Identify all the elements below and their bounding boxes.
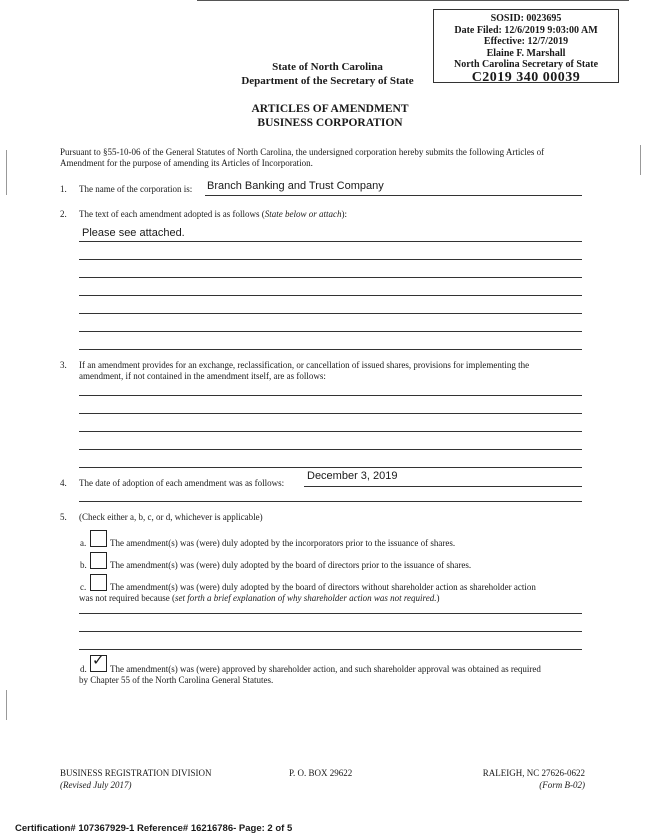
amendment-line-7 bbox=[79, 349, 582, 350]
item-3-line-1: If an amendment provides for an exchange, reclassification, or cancellation of issued shares, provisions for implementing the bbox=[79, 360, 530, 370]
option-a-text: The amendment(s) was (were) duly adopted by the incorporators prior to the issuance of shares. bbox=[110, 538, 456, 548]
footer-pobox: P. O. BOX 29622 bbox=[289, 768, 353, 778]
option-d-line-2: by Chapter 55 of the North Carolina General Statutes. bbox=[79, 675, 274, 685]
footer-form: (Form B-02) bbox=[539, 780, 585, 790]
corporation-name-value[interactable]: Branch Banking and Trust Company bbox=[207, 180, 384, 192]
explanation-line-1 bbox=[79, 613, 582, 614]
scan-mark-right bbox=[640, 145, 641, 175]
explanation-line-2 bbox=[79, 631, 582, 632]
amendment-line-1 bbox=[79, 241, 582, 242]
document-title bbox=[180, 102, 480, 130]
footer-city: RALEIGH, NC 27626-0622 bbox=[482, 768, 585, 778]
item-1-label: The name of the corporation is: bbox=[79, 184, 193, 194]
corporation-name-line bbox=[205, 195, 582, 196]
amendment-text-value[interactable]: Please see attached. bbox=[82, 227, 185, 239]
option-c-text: The amendment(s) was (were) duly adopted by the board of directors without shareholder action as shareholder action bbox=[110, 582, 536, 592]
item-2-number: 2. bbox=[60, 209, 67, 219]
scan-mark-left-lower bbox=[6, 690, 7, 720]
footer-division: BUSINESS REGISTRATION DIVISION bbox=[60, 768, 212, 778]
option-c-letter: c. bbox=[80, 582, 87, 592]
stamp-name: Elaine F. Marshall bbox=[486, 47, 566, 59]
state-header bbox=[230, 60, 425, 88]
item-2-label-start: The text of each amendment adopted is as follows ( bbox=[79, 209, 265, 219]
amendment-line-5 bbox=[79, 313, 582, 314]
department-name: Department of the Secretary of State bbox=[241, 75, 414, 87]
amendment-line-2 bbox=[79, 259, 582, 260]
option-c-line-2-start: was not required because ( bbox=[79, 593, 175, 603]
option-b-text: The amendment(s) was (were) duly adopted by the board of directors prior to the issuance of shares. bbox=[110, 560, 472, 570]
option-c-line-2 bbox=[79, 593, 439, 604]
amendment-line-6 bbox=[79, 331, 582, 332]
amendment-line-3 bbox=[79, 277, 582, 278]
footer-revised: (Revised July 2017) bbox=[60, 780, 132, 790]
title-line-2: BUSINESS CORPORATION bbox=[257, 117, 403, 129]
shares-line-2 bbox=[79, 413, 582, 414]
stamp-number: C2019 340 00039 bbox=[471, 69, 581, 85]
stamp-effective: Effective: 12/7/2019 bbox=[483, 36, 569, 47]
shares-line-3 bbox=[79, 431, 582, 432]
shares-line-4 bbox=[79, 449, 582, 450]
filing-stamp bbox=[433, 9, 619, 83]
item-2-label bbox=[79, 209, 347, 220]
certification-line: Certification# 107367929-1 Reference# 16216786- Page: 2 of 5 bbox=[15, 823, 293, 834]
explanation-line-3 bbox=[79, 649, 582, 650]
option-c-checkbox[interactable] bbox=[90, 574, 107, 591]
item-1-number: 1. bbox=[60, 184, 67, 194]
option-d-letter: d. bbox=[80, 664, 87, 674]
checkmark-icon: ✓ bbox=[92, 651, 105, 669]
shares-line-5 bbox=[79, 467, 582, 468]
intro-line-1: Pursuant to §55-10-06 of the General Statutes of North Carolina, the undersigned corporation hereby submits the following Articles of bbox=[60, 147, 545, 157]
intro-line-2: Amendment for the purpose of amending its Articles of Incorporation. bbox=[60, 158, 313, 168]
item-2-label-end: ): bbox=[341, 209, 347, 219]
item-3-number: 3. bbox=[60, 360, 67, 370]
intro-paragraph bbox=[60, 147, 630, 169]
item-5-label: (Check either a, b, c, or d, whichever is applicable) bbox=[79, 512, 263, 522]
item-3-line-2: amendment, if not contained in the amendment itself, are as follows: bbox=[79, 371, 326, 381]
item-2-label-italic: State below or attach bbox=[264, 209, 342, 219]
option-a-checkbox[interactable] bbox=[90, 530, 107, 547]
stamp-office: North Carolina Secretary of State bbox=[453, 59, 599, 70]
option-b-letter: b. bbox=[80, 560, 87, 570]
stamp-sosid: SOSID: 0023695 bbox=[490, 13, 562, 24]
shares-line-1 bbox=[79, 395, 582, 396]
item-4-label: The date of adoption of each amendment was as follows: bbox=[79, 478, 285, 488]
stamp-date-filed: Date Filed: 12/6/2019 9:03:00 AM bbox=[454, 24, 598, 36]
title-line-1: ARTICLES OF AMENDMENT bbox=[251, 103, 409, 115]
option-c-line-2-italic: set forth a brief explanation of why shareholder action was not required. bbox=[174, 593, 437, 603]
adoption-extra-line bbox=[79, 501, 582, 502]
option-a-letter: a. bbox=[80, 538, 87, 548]
adoption-date-value[interactable]: December 3, 2019 bbox=[307, 470, 398, 482]
option-c-line-2-end: ) bbox=[436, 593, 440, 603]
option-b-checkbox[interactable] bbox=[90, 552, 107, 569]
scan-mark-left bbox=[6, 150, 7, 195]
item-4-number: 4. bbox=[60, 478, 67, 488]
state-name: State of North Carolina bbox=[272, 61, 383, 73]
amendment-line-4 bbox=[79, 295, 582, 296]
adoption-date-line bbox=[304, 486, 582, 487]
item-5-number: 5. bbox=[60, 512, 67, 522]
option-d-text: The amendment(s) was (were) approved by shareholder action, and such shareholder approval was obtained as required bbox=[110, 664, 541, 674]
item-3-text bbox=[79, 360, 589, 382]
top-border-rule bbox=[197, 0, 629, 1]
